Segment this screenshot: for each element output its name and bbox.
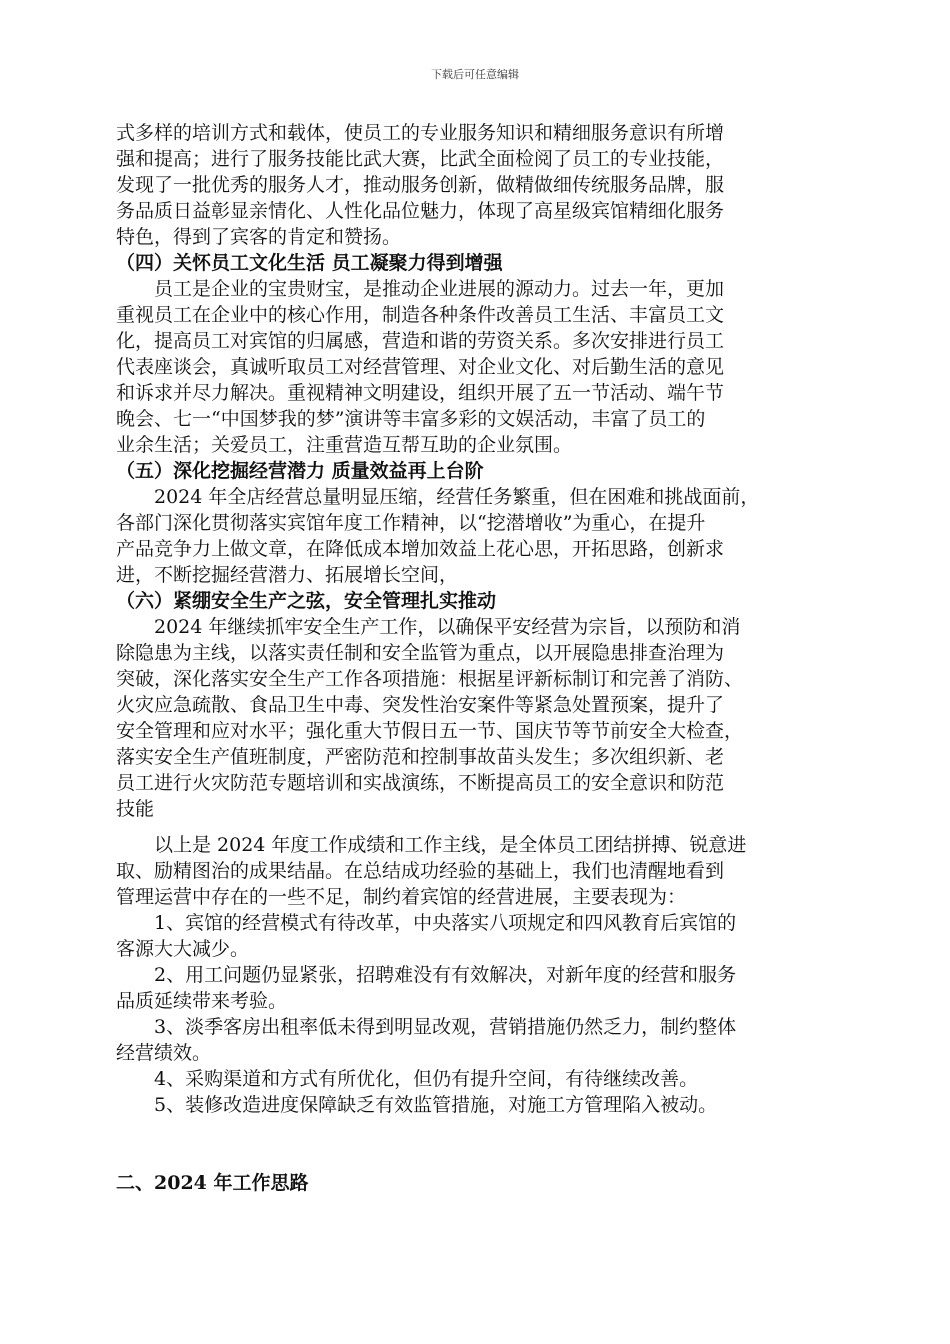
text-line: 1、宾馆的经营模式有待改革，中央落实八项规定和四风教育后宾馆的 xyxy=(154,912,737,934)
text-line: 务品质日益彰显亲情化、人性化品位魅力，体现了高星级宾馆精细化服务 xyxy=(116,200,725,222)
text-line: 管理运营中存在的一些不足，制约着宾馆的经营进展，主要表现为： xyxy=(116,886,687,908)
text-line: 安全管理和应对水平；强化重大节假日五一节、国庆节等节前安全大检查， xyxy=(116,720,744,742)
text-line: 客源大大减少。 xyxy=(116,938,250,960)
summary-paragraph xyxy=(116,832,856,910)
page-header: 下载后可任意编辑 xyxy=(431,68,519,81)
text-line: 以上是 2024 年度工作成绩和工作主线，是全体员工团结拼搏、锐意进 xyxy=(154,834,747,856)
text-line: 产品竞争力上做文章，在降低成本增加效益上花心思，开拓思路，创新求 xyxy=(116,538,725,560)
text-line: 各部门深化贯彻落实宾馆年度工作精神，以“挖潜增收”为重心，在提升 xyxy=(116,512,706,534)
list-item xyxy=(116,1066,856,1092)
text-line: 晚会、七一“中国梦我的梦”演讲等丰富多彩的文娱活动，丰富了员工的 xyxy=(116,408,706,430)
text-line: 发现了一批优秀的服务人才，推动服务创新，做精做细传统服务品牌，服 xyxy=(116,174,725,196)
list-item xyxy=(116,1092,856,1118)
section-five xyxy=(116,458,856,588)
spacer xyxy=(116,822,856,832)
document-body xyxy=(116,120,856,1196)
text-line: 5、装修改造进度保障缺乏有效监管措施，对施工方管理陷入被动。 xyxy=(154,1094,718,1116)
text-line: 代表座谈会，真诚听取员工对经营管理、对企业文化、对后勤生活的意见 xyxy=(116,356,725,378)
section-heading: （六）紧绷安全生产之弦，安全管理扎实推动 xyxy=(116,590,497,612)
text-line: 员工是企业的宝贵财宝，是推动企业进展的源动力。过去一年，更加 xyxy=(154,278,725,300)
text-line: 式多样的培训方式和载体，使员工的专业服务知识和精细服务意识有所增 xyxy=(116,122,725,144)
text-line: 强和提高；进行了服务技能比武大赛，比武全面检阅了员工的专业技能， xyxy=(116,148,725,170)
text-line: 员工进行火灾防范专题培训和实战演练，不断提高员工的安全意识和防范 xyxy=(116,772,725,794)
text-line: 经营绩效。 xyxy=(116,1042,212,1064)
text-line: 业余生活；关爱员工，注重营造互帮互助的企业氛围。 xyxy=(116,434,573,456)
section-four xyxy=(116,250,856,458)
list-item xyxy=(116,910,856,962)
text-line: 品质延续带来考验。 xyxy=(116,990,288,1012)
text-line: 取、励精图治的成果结晶。在总结成功经验的基础上，我们也清醒地看到 xyxy=(116,860,725,882)
text-line: 除隐患为主线，以落实责任制和安全监管为重点，以开展隐患排查治理为 xyxy=(116,642,725,664)
text-line: 重视员工在企业中的核心作用，制造各种条件改善员工生活、丰富员工文 xyxy=(116,304,725,326)
text-line: 2024 年继续抓牢安全生产工作，以确保平安经营为宗旨，以预防和消 xyxy=(154,616,741,638)
issues-list xyxy=(116,910,856,1118)
section-six xyxy=(116,588,856,822)
text-line: 和诉求并尽力解决。重视精神文明建设，组织开展了五一节活动、端午节 xyxy=(116,382,725,404)
text-line: 进，不断挖掘经营潜力、拓展增长空间， xyxy=(116,564,459,586)
text-line: 落实安全生产值班制度，严密防范和控制事故苗头发生；多次组织新、老 xyxy=(116,746,725,768)
text-line: 技能 xyxy=(116,798,155,820)
paragraph-training xyxy=(116,120,856,250)
text-line: 4、采购渠道和方式有所优化，但仍有提升空间，有待继续改善。 xyxy=(154,1068,699,1090)
text-line: 火灾应急疏散、食品卫生中毒、突发性治安案件等紧急处置预案，提升了 xyxy=(116,694,725,716)
section-heading: （五）深化挖掘经营潜力 质量效益再上台阶 xyxy=(116,460,484,482)
text-line: 化，提高员工对宾馆的归属感，营造和谐的劳资关系。多次安排进行员工 xyxy=(116,330,725,352)
text-line: 2、用工问题仍显紧张，招聘难没有有效解决，对新年度的经营和服务 xyxy=(154,964,737,986)
section-heading: （四）关怀员工文化生活 员工凝聚力得到增强 xyxy=(116,252,503,274)
text-line: 3、淡季客房出租率低未得到明显改观，营销措施仍然乏力，制约整体 xyxy=(154,1016,737,1038)
section-two-heading: 二、2024 年工作思路 xyxy=(116,1172,309,1194)
list-item xyxy=(116,1014,856,1066)
spacer xyxy=(116,1118,856,1170)
text-line: 特色，得到了宾客的肯定和赞扬。 xyxy=(116,226,402,248)
text-line: 突破，深化落实安全生产工作各项措施：根据星评新标制订和完善了消防、 xyxy=(116,668,744,690)
text-line: 2024 年全店经营总量明显压缩，经营任务繁重，但在困难和挑战面前， xyxy=(154,486,760,508)
list-item xyxy=(116,962,856,1014)
